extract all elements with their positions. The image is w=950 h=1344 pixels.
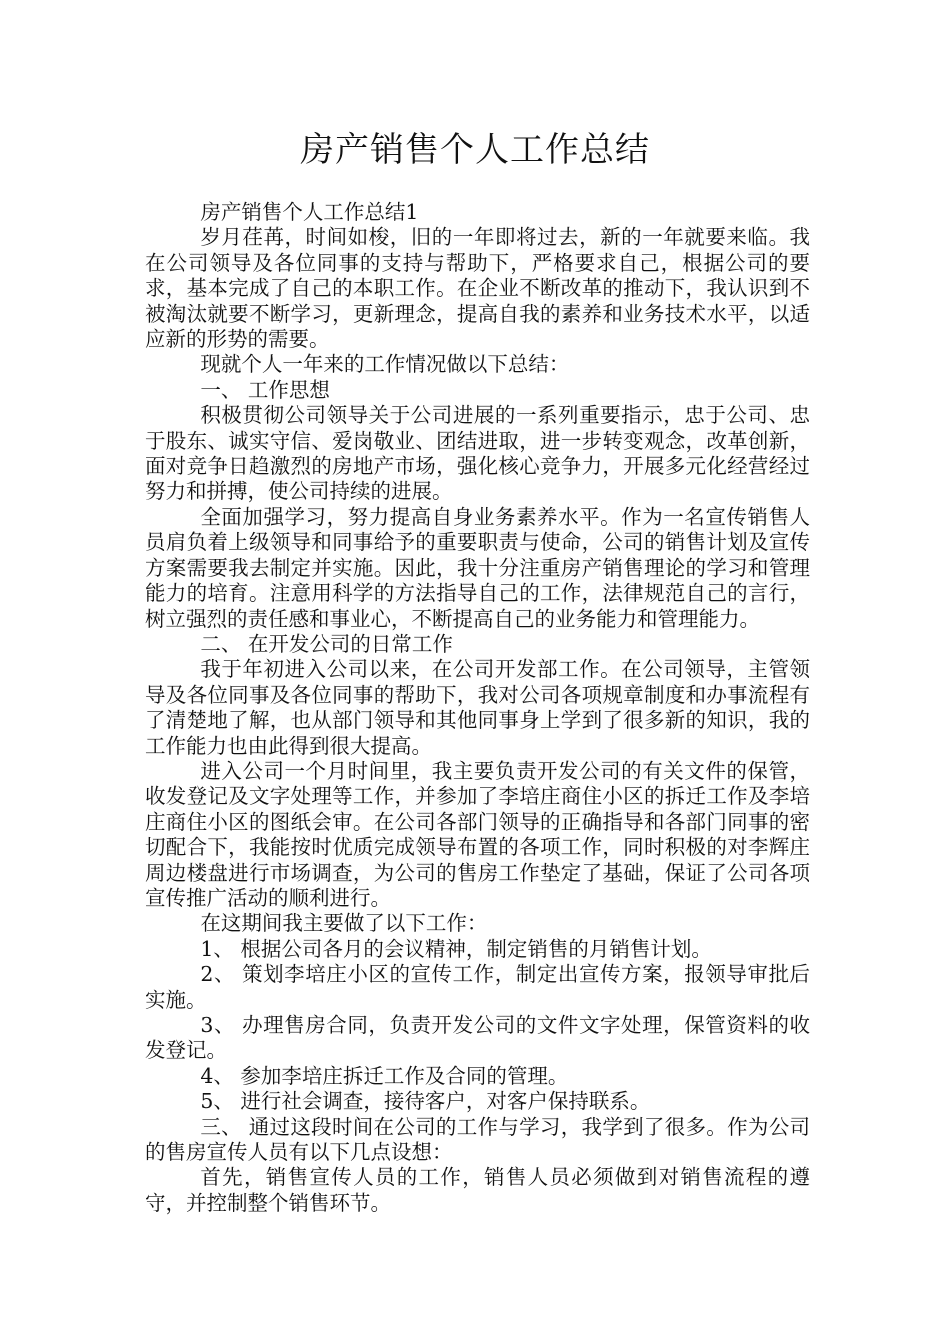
- subtitle-paragraph: 房产销售个人工作总结1: [200, 200, 419, 224]
- section-heading-3: 三、 通过这段时间在公司的工作与学习，我学到了很多。作为公司的售房宣传人员有以下几点设想：: [145, 1114, 810, 1165]
- work-list-lead: 在这期间我主要做了以下工作：: [200, 911, 488, 936]
- work-list-item-4: 4、 参加李培庄拆迁工作及合同的管理。: [200, 1063, 569, 1088]
- section-heading-2: 二、 在开发公司的日常工作: [200, 631, 453, 656]
- section-heading-1: 一、 工作思想: [200, 377, 330, 402]
- intro-paragraph: 岁月荏苒，时间如梭，旧的一年即将过去，新的一年就要来临。我在公司领导及各位同事的支持与帮助下，严格要求自己，根据公司的要求，基本完成了自己的本职工作。在企业不断改革的推动下，我认识到不被淘汰就要不断学习，更新理念，提高自我的素养和业务技术水平，以适应新的形势的需要。: [145, 225, 810, 352]
- document-title: 房产销售个人工作总结: [300, 130, 650, 170]
- paragraph-thought-1: 积极贯彻公司领导关于公司进展的一系列重要指示，忠于公司、忠于股东、诚实守信、爱岗敬业、团结进取，进一步转变观念，改革创新，面对竞争日趋激烈的房地产市场，强化核心竞争力，开展多元化经营经过努力和拼搏，使公司持续的进展。: [145, 403, 810, 504]
- work-list-item-1: 1、 根据公司各月的会议精神，制定销售的月销售计划。: [200, 936, 712, 961]
- paragraph-thought-2: 全面加强学习，努力提高自身业务素养水平。作为一名宣传销售人员肩负着上级领导和同事给予的重要职责与使命，公司的销售计划及宣传方案需要我去制定并实施。因此，我十分注重房产销售理论的学习和管理能力的培育。注意用科学的方法指导自己的工作，法律规范自己的言行，树立强烈的责任感和事业心，不断提高自己的业务能力和管理能力。: [145, 504, 810, 631]
- paragraph-ideas-1: 首先，销售宣传人员的工作，销售人员必须做到对销售流程的遵守，并控制整个销售环节。: [145, 1165, 810, 1215]
- document-body: [145, 200, 810, 1216]
- summary-lead-paragraph: 现就个人一年来的工作情况做以下总结：: [200, 352, 570, 377]
- work-list-item-5: 5、 进行社会调查，接待客户，对客户保持联系。: [200, 1089, 651, 1114]
- paragraph-daily-work-1: 我于年初进入公司以来，在公司开发部工作。在公司领导，主管领导及各位同事及各位同事的帮助下，我对公司各项规章制度和办事流程有了清楚地了解，也从部门领导和其他同事身上学到了很多新的知识，我的工作能力也由此得到很大提高。: [145, 657, 810, 758]
- paragraph-daily-work-2: 进入公司一个月时间里，我主要负责开发公司的有关文件的保管，收发登记及文字处理等工作，并参加了李培庄商住小区的拆迁工作及李培庄商住小区的图纸会审。在公司各部门领导的正确指导和各部门同事的密切配合下，我能按时优质完成领导布置的各项工作，同时积极的对李辉庄周边楼盘进行市场调查，为公司的售房工作垫定了基础，保证了公司各项宣传推广活动的顺利进行。: [145, 758, 810, 910]
- work-list-item-2: 2、 策划李培庄小区的宣传工作，制定出宣传方案，报领导审批后实施。: [145, 962, 810, 1012]
- work-list-item-3: 3、 办理售房合同，负责开发公司的文件文字处理，保管资料的收发登记。: [145, 1013, 810, 1063]
